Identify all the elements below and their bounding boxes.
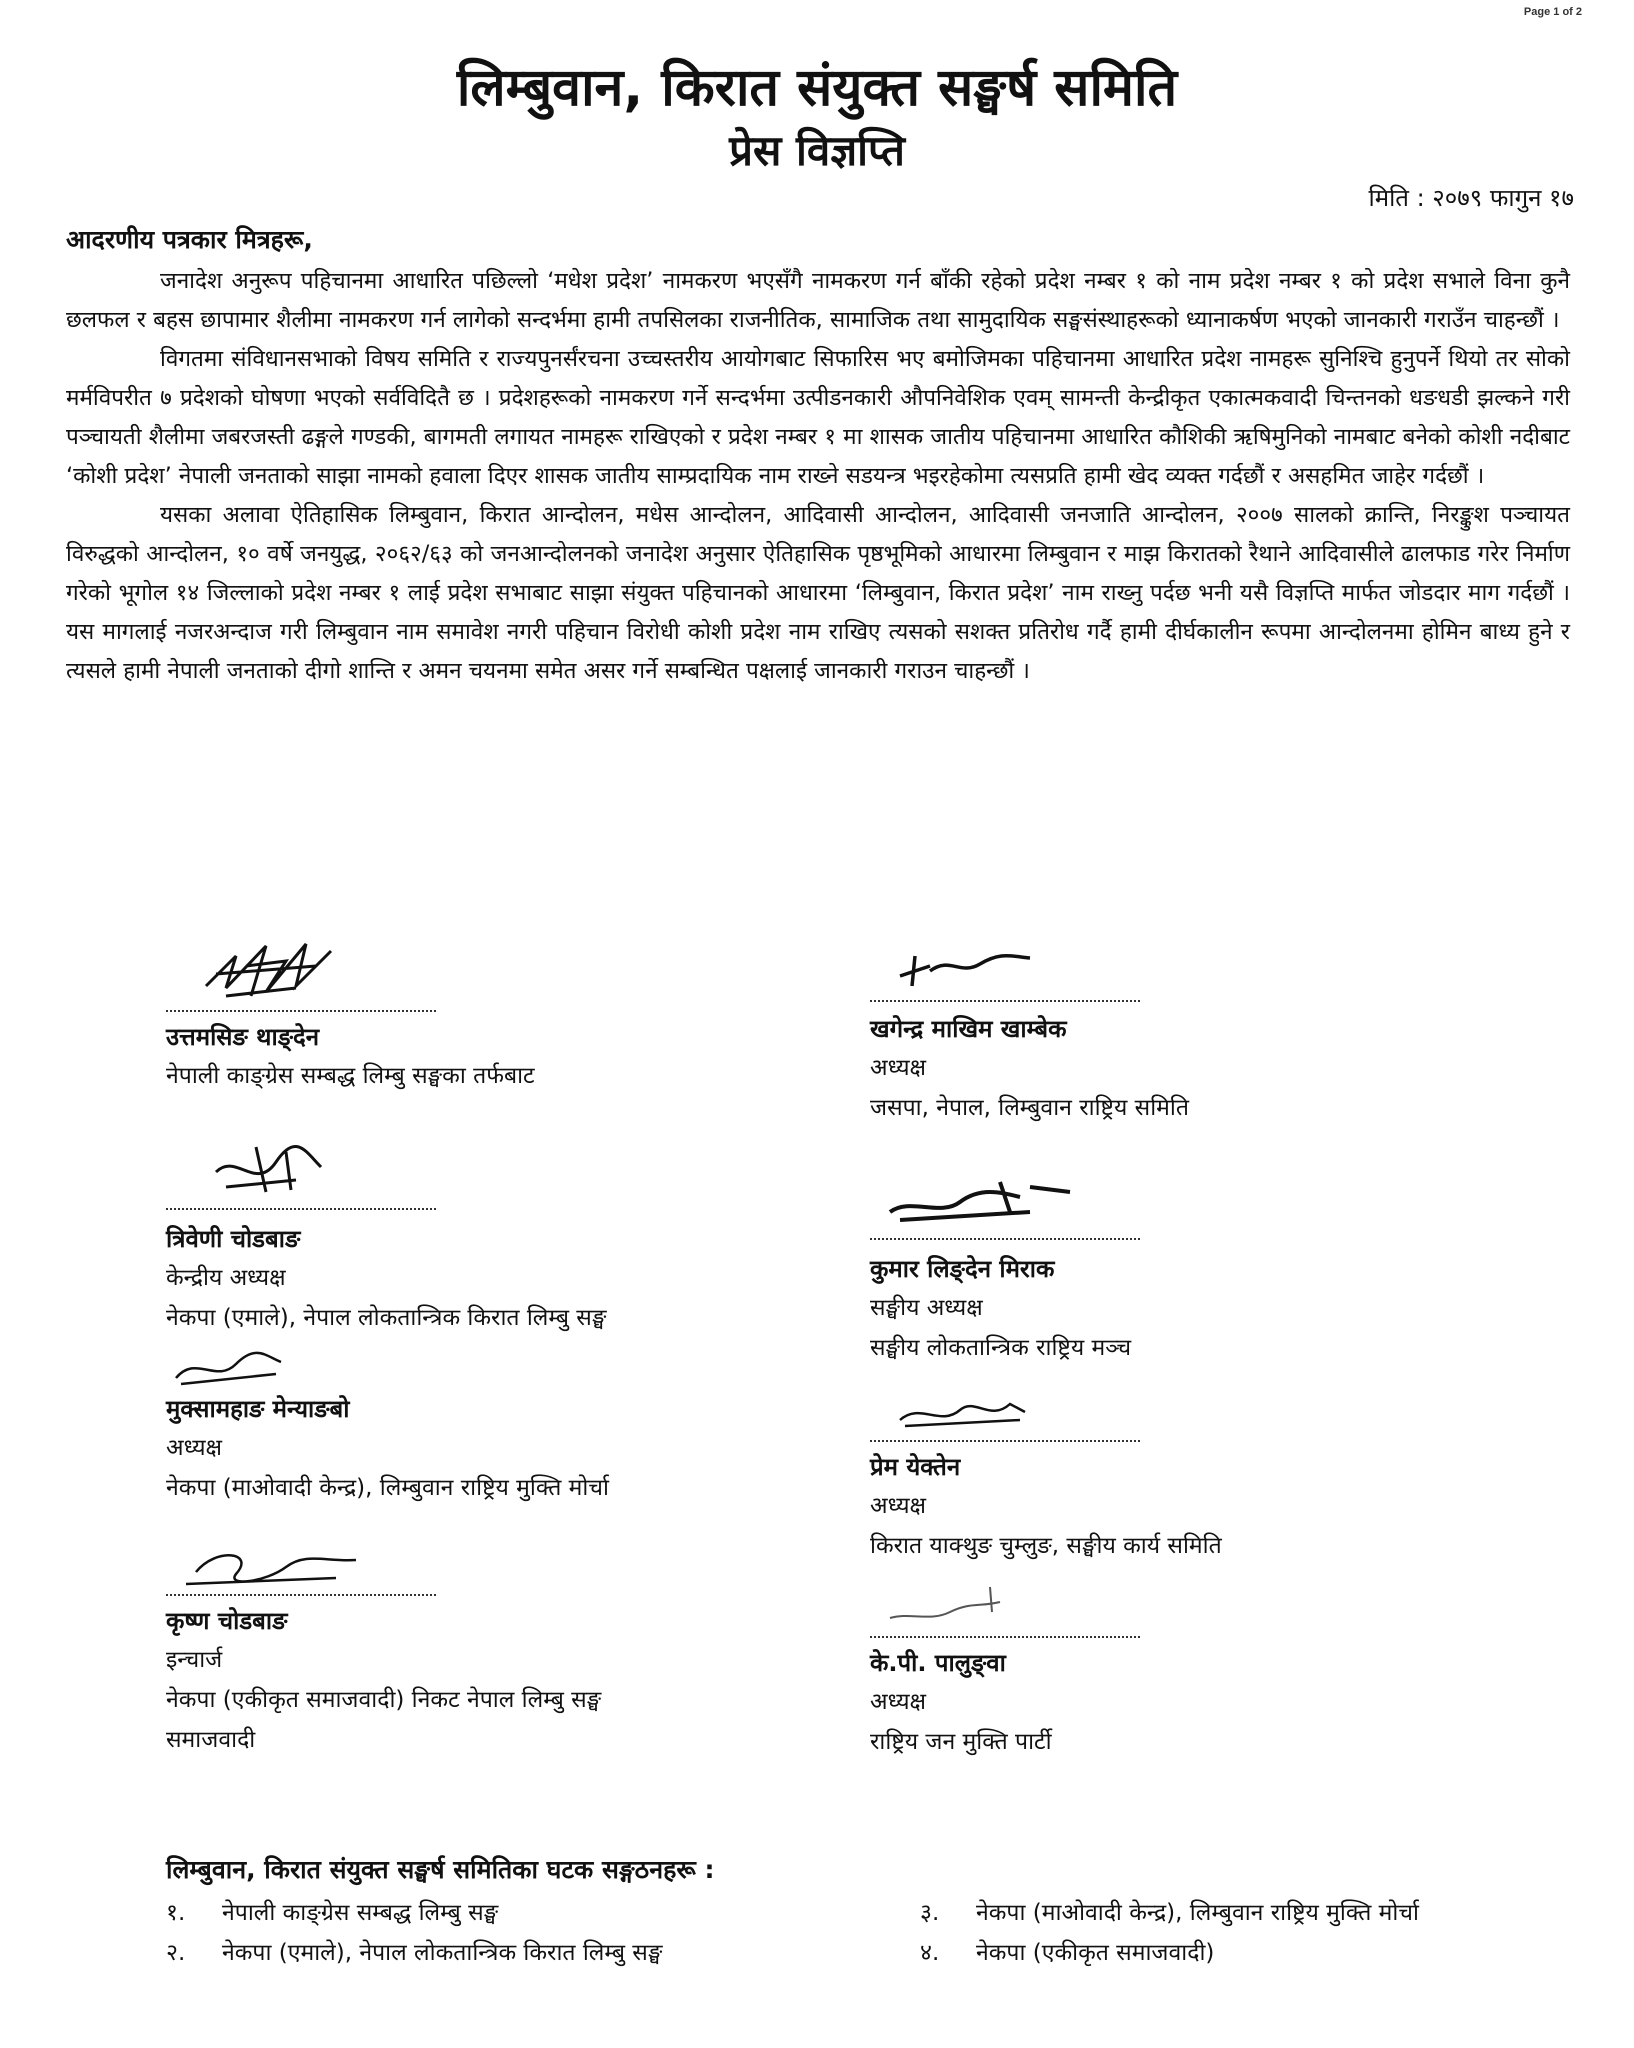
signature-image xyxy=(890,936,1040,996)
press-release-body xyxy=(66,262,1570,691)
document-subtitle: प्रेस विज्ञप्ति xyxy=(729,126,905,175)
signatory-detail: अध्यक्ष xyxy=(870,1493,927,1519)
signature-line xyxy=(870,1436,1140,1442)
signatory-detail: केन्द्रीय अध्यक्ष xyxy=(166,1265,286,1291)
signature-image xyxy=(880,1172,1080,1232)
signatory-detail: अध्यक्ष xyxy=(870,1055,927,1081)
signatory-detail: किरात याक्थुङ चुम्लुङ, सङ्घीय कार्य समिति xyxy=(870,1533,1222,1559)
member-number: १. xyxy=(166,1900,186,1926)
member-item xyxy=(920,1896,1419,1930)
signature-image xyxy=(880,1582,1020,1632)
paragraph-3: यसका अलावा ऐतिहासिक लिम्बुवान, किरात आन्दोलन, मधेस आन्दोलन, आदिवासी आन्दोलन, आदिवासी जनजाति आन्दोलन, २००७ सालको क्रान्ति, निरङ्कुश पञ्चायत विरुद्धको आन्दोलन, १० वर्षे जनयुद्ध, २०६२/६३ को जनआन्दोलनको जनादेश अनुसार ऐतिहासिक पृष्ठभूमिको आधारमा लिम्बुवान र माझ किरातको रैथाने आदिवासीले ढालफाड गरेर निर्माण गरेको भूगोल १४ जिल्लाको प्रदेश नम्बर १ लाई प्रदेश सभाबाट साझा संयुक्त पहिचानको आधारमा ‘लिम्बुवान, किरात प्रदेश’ नाम राख्नु पर्दछ भनी यसै विज्ञप्ति मार्फत जोडदार माग गर्दछौं । यस मागलाई नजरअन्दाज गरी लिम्बुवान नाम समावेश नगरी पहिचान विरोधी कोशी प्रदेश नाम राखिए त्यसको सशक्त प्रतिरोध गर्दै हामी दीर्घकालीन रूपमा आन्दोलनमा होमिन बाध्य हुने र त्यसले हामी नेपाली जनताको दीगो शान्ति र अमन चयनमा समेत असर गर्ने सम्बन्धित पक्षलाई जानकारी गराउन चाहन्छौं । xyxy=(66,502,1570,684)
signatory-detail: नेकपा (एकीकृत समाजवादी) निकट नेपाल लिम्बु सङ्घ xyxy=(166,1687,602,1713)
member-text: नेपाली काङ्ग्रेस सम्बद्ध लिम्बु सङ्घ xyxy=(222,1900,499,1926)
signatory-name: प्रेम येक्तेन xyxy=(870,1453,961,1481)
salutation: आदरणीय पत्रकार मित्रहरू, xyxy=(66,225,313,254)
signature-image xyxy=(196,926,346,1004)
signature-line xyxy=(166,1006,436,1012)
signatory-detail: नेपाली काङ्ग्रेस सम्बद्ध लिम्बु सङ्घका तर्फबाट xyxy=(166,1063,535,1089)
signatory-detail: नेकपा (माओवादी केन्द्र), लिम्बुवान राष्ट्रिय मुक्ति मोर्चा xyxy=(166,1475,609,1501)
member-item xyxy=(166,1936,662,1970)
signature-line xyxy=(166,1204,436,1210)
signatory-name: के.पी. पालुङ्वा xyxy=(870,1649,1006,1677)
signatory-detail: अध्यक्ष xyxy=(166,1435,223,1461)
document-date: मिति : २०७९ फागुन १७ xyxy=(1368,184,1574,212)
page-number-label: Page 1 of 2 xyxy=(1523,6,1582,18)
paragraph-2: विगतमा संविधानसभाको विषय समिति र राज्यपुनर्संरचना उच्चस्तरीय आयोगबाट सिफारिस भए बमोजिमका पहिचानमा आधारित प्रदेश नामहरू सुनिश्चि हुनुपर्ने थियो तर सोको मर्मविपरीत ७ प्रदेशको घोषणा भएको सर्वविदितै छ । प्रदेशहरूको नामकरण गर्ने सन्दर्भमा उत्पीडनकारी औपनिवेशिक एवम् सामन्ती केन्द्रीकृत एकात्मकवादी चिन्तनको धङधडी झल्कने गरी पञ्चायती शैलीमा जबरजस्ती ढङ्गले गण्डकी, बागमती लगायत नामहरू राखिएको र प्रदेश नम्बर १ मा शासक जातीय पहिचानमा आधारित कौशिकी ऋषिमुनिको नामबाट बनेको कोशी नदीबाट ‘कोशी प्रदेश’ नेपाली जनताको साझा नामको हवाला दिएर शासक जातीय साम्प्रदायिक नाम राख्ने सडयन्त्र भइरहेकोमा त्यसप्रति हामी खेद व्यक्त गर्दछौं र असहमित जाहेर गर्दछौं । xyxy=(66,346,1570,489)
member-text: नेकपा (एकीकृत समाजवादी) xyxy=(976,1940,1215,1966)
member-number: २. xyxy=(166,1940,186,1966)
signatory-name: कुमार लिङ्देन मिराक xyxy=(870,1255,1055,1283)
signatory-name: उत्तमसिङ थाङ्देन xyxy=(166,1023,320,1051)
member-text: नेकपा (एमाले), नेपाल लोकतान्त्रिक किरात लिम्बु सङ्घ xyxy=(222,1940,663,1966)
member-text: नेकपा (माओवादी केन्द्र), लिम्बुवान राष्ट्रिय मुक्ति मोर्चा xyxy=(976,1900,1419,1926)
member-organizations-heading: लिम्बुवान, किरात संयुक्त सङ्घर्ष समितिका घटक सङ्गठनहरू : xyxy=(166,1855,715,1884)
signatory-name: खगेन्द्र माखिम खाम्बेक xyxy=(870,1015,1067,1043)
signature-line xyxy=(166,1590,436,1596)
signatory-detail: सङ्घीय अध्यक्ष xyxy=(870,1295,983,1321)
signatory-detail: इन्चार्ज xyxy=(166,1647,223,1673)
signature-line xyxy=(870,1632,1140,1638)
member-number: ३. xyxy=(920,1900,940,1926)
signature-line xyxy=(870,1234,1140,1240)
member-item xyxy=(166,1896,498,1930)
signatory-detail: जसपा, नेपाल, लिम्बुवान राष्ट्रिय समिति xyxy=(870,1095,1189,1121)
signatory-name: मुक्सामहाङ मेन्याङबो xyxy=(166,1395,350,1423)
signatory-name: कृष्ण चोडबाङ xyxy=(166,1607,288,1635)
signatory-detail: सङ्घीय लोकतान्त्रिक राष्ट्रिय मञ्च xyxy=(870,1335,1132,1361)
signature-line xyxy=(870,996,1140,1002)
signature-image xyxy=(166,1344,296,1392)
signatory-detail: अध्यक्ष xyxy=(870,1689,927,1715)
signature-image xyxy=(196,1132,336,1204)
member-number: ४. xyxy=(920,1940,940,1966)
member-item xyxy=(920,1936,1214,1970)
signatory-detail: समाजवादी xyxy=(166,1727,256,1753)
paragraph-1: जनादेश अनुरूप पहिचानमा आधारित पछिल्लो ‘मधेश प्रदेश’ नामकरण भएसँगै नामकरण गर्न बाँकी रहेको प्रदेश नम्बर १ को नाम प्रदेश नम्बर १ को प्रदेश सभाले विना कुनै छलफल र बहस छापामार शैलीमा नामकरण गर्न लागेको सन्दर्भमा हामी तपसिलका राजनीतिक, सामाजिक तथा सामुदायिक सङ्घसंस्थाहरूको ध्यानाकर्षण भएको जानकारी गराउँन चाहन्छौं । xyxy=(66,268,1570,333)
signatory-detail: राष्ट्रिय जन मुक्ति पार्टी xyxy=(870,1729,1052,1755)
signatory-detail: नेकपा (एमाले), नेपाल लोकतान्त्रिक किरात लिम्बु सङ्घ xyxy=(166,1305,607,1331)
signatory-name: त्रिवेणी चोडबाङ xyxy=(166,1225,301,1253)
document-title: लिम्बुवान, किरात संयुक्त सङ्घर्ष समिति xyxy=(456,58,1178,118)
signature-image xyxy=(890,1382,1040,1438)
